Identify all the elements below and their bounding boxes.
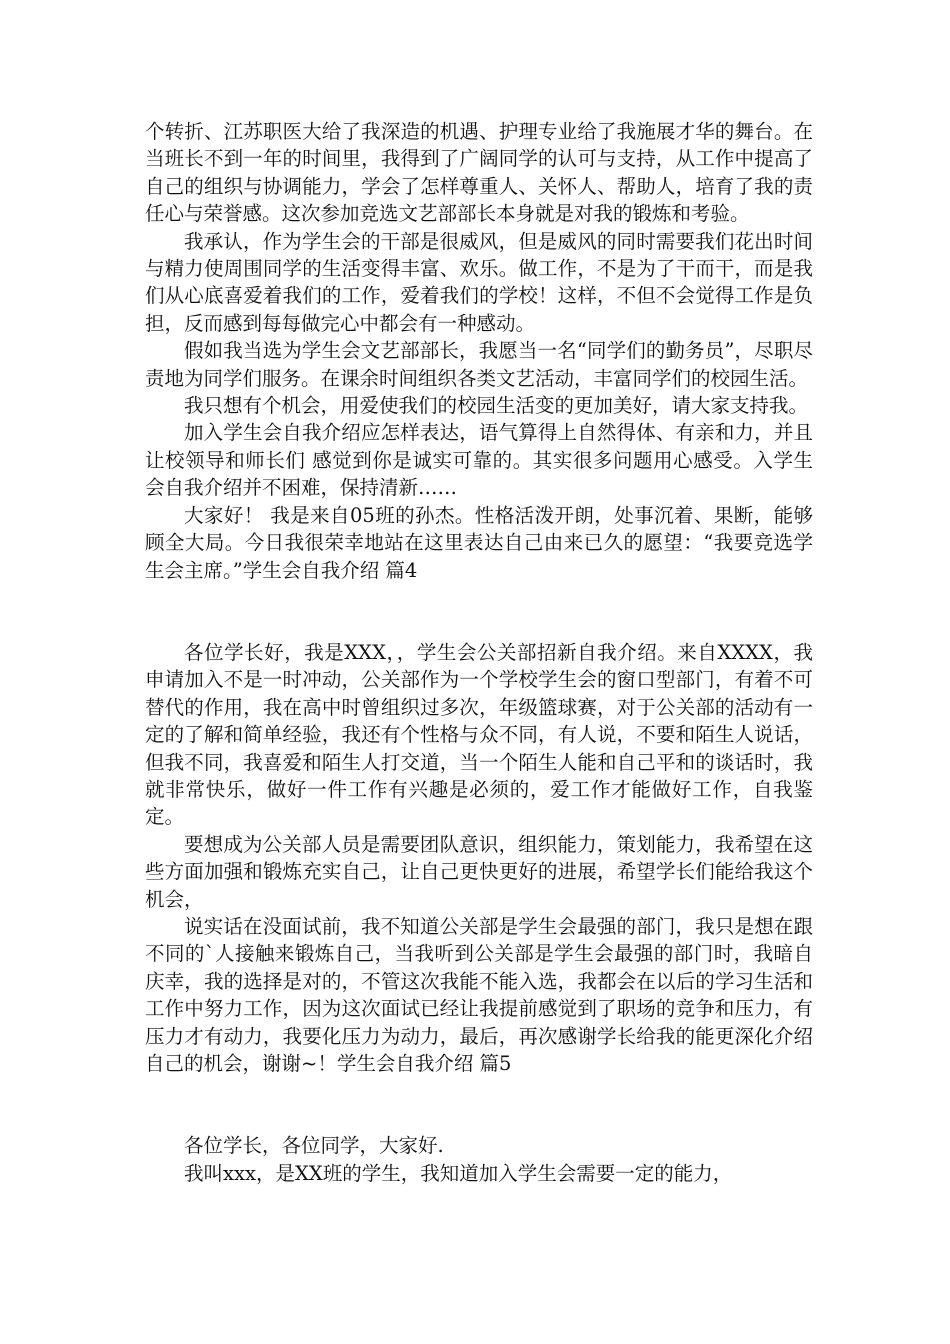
paragraph: 说实话在没面试前，我不知道公关部是学生会最强的部门，我只是想在跟不同的`人接触来锻炼自己，当我听到公关部是学生会最强的部门时，我暗自庆幸，我的选择是对的，不管这次我能不能入选，我都会在以后的学习生活和工作中努力工作，因为这次面试已经让我提前感觉到了职场的竞争和压力，有压力才有动力，我要化压力为动力，最后，再次感谢学长给我的能更深化介绍自己的机会，谢谢~！学生会自我介绍 篇5 [145, 914, 813, 1075]
section-gap [145, 1077, 813, 1132]
paragraph: 我承认，作为学生会的干部是很威风，但是威风的同时需要我们花出时间与精力使周围同学的生活变得丰富、欢乐。做工作，不是为了干而干，而是我们从心底喜爱着我们的工作，爱着我们的学校！这样，不但不会觉得工作是负担，反而感到每每做完心中都会有一种感动。 [145, 229, 813, 335]
paragraph: 我叫xxx，是XX班的学生，我知道加入学生会需要一定的能力， [184, 1161, 733, 1185]
paragraph: 各位学长，各位同学，大家好. [184, 1134, 444, 1158]
paragraph: 各位学长好，我是XXX，，学生会公关部招新自我介绍。来自XXXX，我申请加入不是一时冲动，公关部作为一个学校学生会的窗口型部门，有着不可替代的作用，我在高中时曾组织过多次，年级篮球赛，对于公关部的活动有一定的了解和简单经验，我还有个性格与众不同，有人说，不要和陌生人说话，但我不同，我喜爱和陌生人打交道，当一个陌生人能和自己平和的谈话时，我就非常快乐，做好一件工作有兴趣是必须的，爱工作才能做好工作，自我鉴定。 [145, 640, 813, 829]
paragraph: 大家好！ 我是来自05班的孙杰。性格活泼开朗，处事沉着、果断，能够顾全大局。今日我很荣幸地站在这里表达自己由来已久的愿望：“我要竞选学生会主席。”学生会自我介绍 篇4 [145, 503, 813, 582]
section-gap [145, 584, 813, 639]
document-body [145, 118, 813, 1187]
paragraph: 假如我当选为学生会文艺部部长，我愿当一名“同学们的勤务员”，尽职尽责地为同学们服务。在课余时间组织各类文艺活动，丰富同学们的校园生活。 [145, 339, 813, 390]
paragraph-continuation: 个转折、江苏职医大给了我深造的机遇、护理专业给了我施展才华的舞台。在当班长不到一年的时间里，我得到了广阔同学的认可与支持，从工作中提高了自己的组织与协调能力，学会了怎样尊重人、关怀人、帮助人，培育了我的责任心与荣誉感。这次参加竞选文艺部部长本身就是对我的锻炼和考验。 [145, 120, 813, 226]
paragraph: 我只想有个机会，用爱使我们的校园生活变的更加美好，请大家支持我。 [184, 394, 809, 418]
paragraph: 加入学生会自我介绍应怎样表达，语气算得上自然得体、有亲和力，并且让校领导和师长们 感觉到你是诚实可靠的。其实很多问题用心感受。入学生会自我介绍并不困难，保持清新…… [145, 421, 813, 500]
paragraph: 要想成为公关部人员是需要团队意识，组织能力，策划能力，我希望在这些方面加强和锻炼充实自己，让自己更快更好的进展，希望学长们能给我这个机会， [145, 832, 813, 911]
